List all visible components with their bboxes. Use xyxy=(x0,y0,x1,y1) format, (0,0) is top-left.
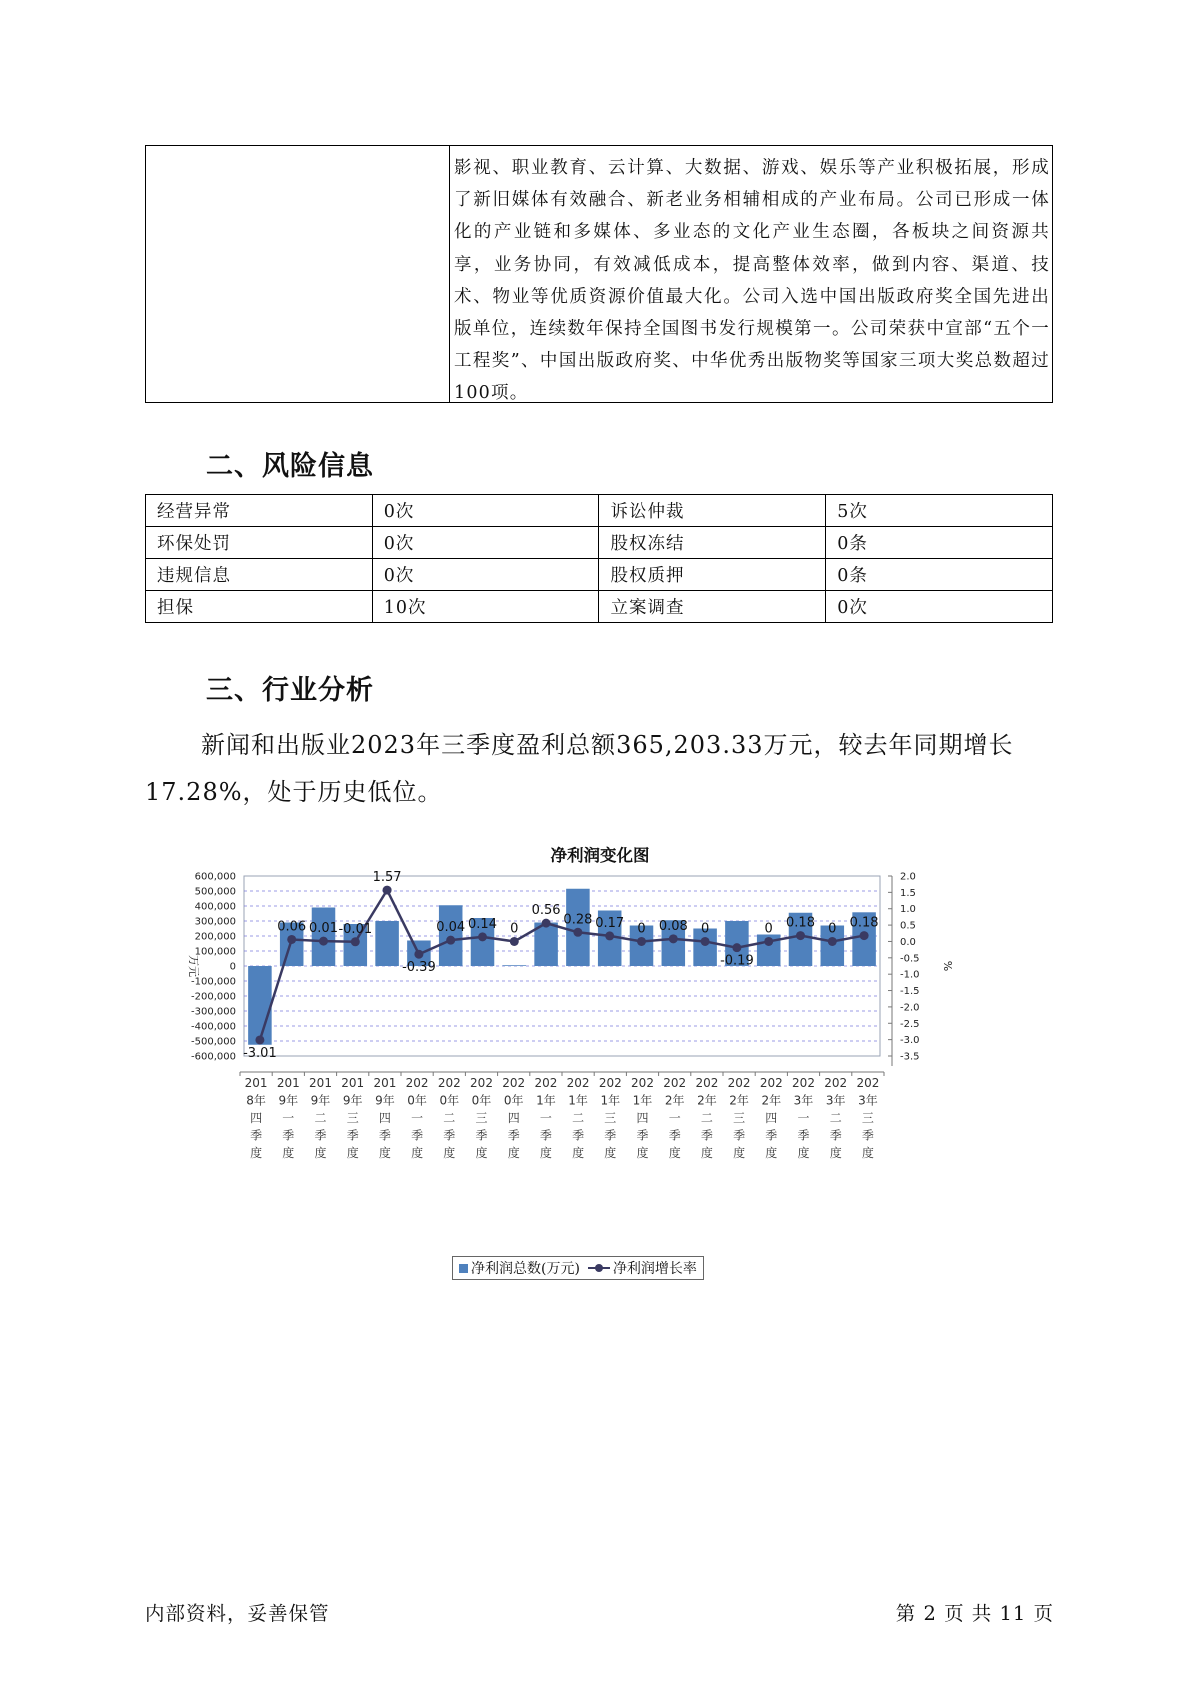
risk-value: 0次 xyxy=(372,527,599,559)
x-tick-label: 三 xyxy=(733,1111,746,1125)
industry-paragraph: 新闻和出版业2023年三季度盈利总额365,203.33万元，较去年同期增长17.28%，处于历史低位。 xyxy=(145,731,1014,806)
x-tick-label: 202 xyxy=(631,1076,654,1090)
x-tick-label: 0年 xyxy=(503,1093,524,1108)
x-tick-label: 201 xyxy=(244,1076,268,1090)
x-tick-label: 0年 xyxy=(439,1093,460,1108)
growth-point xyxy=(732,943,741,952)
y2-tick-label: -1.0 xyxy=(900,969,920,981)
x-tick-label: 季 xyxy=(539,1128,552,1143)
risk-label: 股权质押 xyxy=(599,559,826,591)
risk-label: 立案调查 xyxy=(599,591,826,623)
y-tick-label: -600,000 xyxy=(191,1051,236,1063)
y2-tick-label: -0.5 xyxy=(900,953,920,965)
x-tick-label: 202 xyxy=(470,1076,493,1090)
x-tick-label: 度 xyxy=(475,1146,488,1160)
growth-point xyxy=(764,937,773,946)
legend-item-line xyxy=(588,1258,697,1278)
x-tick-label: 季 xyxy=(668,1128,681,1143)
x-tick-label: 9年 xyxy=(375,1093,395,1108)
y2-axis-title: % xyxy=(941,960,954,972)
x-tick-label: 季 xyxy=(475,1128,488,1143)
growth-point xyxy=(605,931,614,940)
data-label: 0 xyxy=(637,921,646,937)
x-tick-label: 8年 xyxy=(246,1093,266,1108)
data-label: 0 xyxy=(828,921,837,937)
data-label: -0.01 xyxy=(338,921,373,937)
data-label: 0 xyxy=(700,921,710,937)
x-tick-label: 季 xyxy=(604,1128,617,1143)
x-tick-label: 三 xyxy=(475,1111,488,1125)
growth-point xyxy=(542,919,551,928)
risk-label: 担保 xyxy=(146,591,373,623)
table-row xyxy=(146,559,1053,591)
x-tick-label: 四 xyxy=(765,1111,778,1125)
x-tick-label: 季 xyxy=(282,1128,295,1143)
x-tick-label: 1年 xyxy=(536,1093,556,1108)
data-label: 0 xyxy=(510,921,519,937)
x-tick-label: 度 xyxy=(250,1146,263,1160)
risk-value: 0次 xyxy=(372,559,599,591)
data-label: 0.01 xyxy=(309,921,338,937)
footer-confidential-note: 内部资料，妥善保管 xyxy=(145,1602,330,1625)
growth-point xyxy=(828,937,837,946)
x-tick-label: 201 xyxy=(373,1076,397,1090)
x-tick-label: 度 xyxy=(797,1146,810,1160)
data-label: 0 xyxy=(764,921,773,937)
industry-section-heading: 三、行业分析 xyxy=(206,675,374,706)
x-tick-label: 季 xyxy=(700,1128,713,1143)
x-tick-label: 度 xyxy=(604,1146,617,1160)
x-tick-label: 季 xyxy=(443,1128,456,1143)
x-tick-label: 二 xyxy=(314,1111,327,1125)
y-tick-label: 200,000 xyxy=(194,931,236,943)
x-tick-label: 201 xyxy=(341,1076,365,1090)
data-label: 0.14 xyxy=(468,916,497,932)
x-tick-label: 2年 xyxy=(761,1093,782,1108)
x-tick-label: 三 xyxy=(861,1111,874,1125)
y2-tick-label: -3.0 xyxy=(900,1035,920,1047)
y2-tick-label: 0.5 xyxy=(900,920,916,932)
data-label: 0.28 xyxy=(563,912,593,928)
x-tick-label: 一 xyxy=(282,1111,295,1125)
x-tick-label: 季 xyxy=(507,1128,520,1143)
company-intro-text: 影视、职业教育、云计算、大数据、游戏、娱乐等产业积极拓展，形成了新旧媒体有效融合、新老业务相辅相成的产业布局。公司已形成一体化的产业链和多媒体、多业态的文化产业生态圈，各板块之间资源共享，业务协同，有效减低成本，提高整体效率，做到内容、渠道、技术、物业等优质资源价值最大化。公司入选中国出版政府奖全国先进出版单位，连续数年保持全国图书发行规模第一。公司荣获中宣部“五个一工程奖”、中国出版政府奖、中华优秀出版物奖等国家三项大奖总数超过100项。 xyxy=(454,158,1050,404)
legend-line-swatch xyxy=(588,1263,610,1273)
x-tick-label: 202 xyxy=(405,1076,429,1090)
y-tick-label: -200,000 xyxy=(191,991,236,1003)
y-tick-label: -400,000 xyxy=(191,1021,236,1033)
x-tick-label: 度 xyxy=(700,1146,713,1160)
x-tick-label: 季 xyxy=(314,1128,327,1143)
x-tick-label: 2年 xyxy=(664,1093,685,1108)
x-tick-label: 四 xyxy=(378,1111,391,1125)
x-tick-label: 度 xyxy=(314,1146,327,1160)
x-tick-label: 202 xyxy=(663,1076,687,1090)
x-tick-label: 二 xyxy=(700,1111,713,1125)
x-tick-label: 1年 xyxy=(568,1093,588,1108)
x-tick-label: 季 xyxy=(636,1128,649,1143)
growth-point xyxy=(255,1035,264,1044)
data-label: 0.04 xyxy=(436,920,466,936)
growth-point xyxy=(478,932,487,941)
risk-value: 5次 xyxy=(826,495,1053,527)
x-tick-label: 202 xyxy=(727,1076,751,1090)
x-tick-label: 202 xyxy=(566,1076,590,1090)
x-tick-label: 3年 xyxy=(858,1093,878,1108)
y-tick-label: -500,000 xyxy=(191,1036,236,1048)
x-tick-label: 202 xyxy=(534,1076,558,1090)
y-tick-label: 500,000 xyxy=(194,886,236,898)
y2-tick-label: -2.0 xyxy=(900,1002,920,1014)
net-profit-chart xyxy=(170,832,1030,1302)
x-tick-label: 度 xyxy=(572,1146,585,1160)
y2-tick-label: -1.5 xyxy=(900,986,920,998)
y2-tick-label: 2.0 xyxy=(900,871,916,883)
y-tick-label: 600,000 xyxy=(194,871,236,883)
x-tick-label: 9年 xyxy=(310,1093,331,1108)
growth-point xyxy=(860,931,869,940)
x-tick-label: 季 xyxy=(829,1128,842,1143)
x-tick-label: 度 xyxy=(668,1146,681,1160)
x-tick-label: 季 xyxy=(572,1128,585,1143)
x-tick-label: 201 xyxy=(309,1076,332,1090)
legend-line-label: 净利润增长率 xyxy=(612,1261,697,1277)
footer-page-number: 第 2 页 共 11 页 xyxy=(895,1602,1054,1625)
x-tick-label: 度 xyxy=(829,1146,842,1160)
x-tick-label: 二 xyxy=(829,1111,842,1125)
x-tick-label: 度 xyxy=(765,1146,778,1160)
x-tick-label: 度 xyxy=(346,1146,359,1160)
risk-value: 0条 xyxy=(826,527,1053,559)
growth-point xyxy=(510,937,519,946)
x-tick-label: 四 xyxy=(250,1111,263,1125)
growth-point xyxy=(319,937,328,946)
x-tick-label: 3年 xyxy=(825,1093,846,1108)
bar xyxy=(503,965,527,966)
x-tick-label: 四 xyxy=(636,1111,649,1125)
table-row xyxy=(146,527,1053,559)
bar xyxy=(566,889,590,966)
x-tick-label: 9年 xyxy=(278,1093,299,1108)
growth-point xyxy=(351,937,360,946)
y2-tick-label: 1.5 xyxy=(900,887,916,899)
chart-title: 净利润变化图 xyxy=(550,846,650,865)
x-tick-label: 季 xyxy=(733,1128,746,1143)
y-tick-label: -300,000 xyxy=(191,1006,236,1018)
x-tick-label: 202 xyxy=(437,1076,461,1090)
risk-label: 经营异常 xyxy=(146,495,373,527)
x-tick-label: 202 xyxy=(695,1076,719,1090)
y-tick-label: -100,000 xyxy=(191,976,236,988)
data-label: 0.56 xyxy=(531,903,561,919)
growth-point xyxy=(669,934,678,943)
x-tick-label: 202 xyxy=(502,1076,526,1090)
y-tick-label: 400,000 xyxy=(194,901,236,913)
x-tick-label: 度 xyxy=(411,1146,424,1160)
x-tick-label: 度 xyxy=(539,1146,552,1160)
x-tick-label: 季 xyxy=(250,1128,263,1143)
x-tick-label: 度 xyxy=(636,1146,649,1160)
y-axis-title: 万元 xyxy=(187,955,200,977)
y-tick-label: 300,000 xyxy=(194,916,236,928)
x-tick-label: 季 xyxy=(797,1128,810,1143)
x-tick-label: 1年 xyxy=(600,1093,621,1108)
risk-info-table xyxy=(145,494,1053,623)
y-tick-label: 0 xyxy=(229,961,236,973)
y-tick-label: 100,000 xyxy=(194,946,236,958)
risk-label: 诉讼仲裁 xyxy=(599,495,826,527)
company-profile-table xyxy=(145,145,1053,403)
x-tick-label: 度 xyxy=(443,1146,456,1160)
data-label: 0.08 xyxy=(658,918,688,934)
x-tick-label: 1年 xyxy=(632,1093,653,1108)
data-label: -0.19 xyxy=(720,953,754,969)
x-tick-label: 三 xyxy=(346,1111,359,1125)
x-tick-label: 201 xyxy=(276,1076,300,1090)
growth-point xyxy=(287,935,296,944)
data-label: 0.17 xyxy=(595,915,625,931)
x-tick-label: 202 xyxy=(856,1076,880,1090)
risk-value: 0次 xyxy=(826,591,1053,623)
data-label: 0.18 xyxy=(849,915,879,931)
x-tick-label: 202 xyxy=(759,1076,783,1090)
x-tick-label: 度 xyxy=(861,1146,874,1160)
risk-section-heading: 二、风险信息 xyxy=(206,451,374,482)
x-tick-label: 季 xyxy=(765,1128,778,1143)
table-row xyxy=(146,495,1053,527)
x-tick-label: 度 xyxy=(733,1146,746,1160)
x-tick-label: 2年 xyxy=(729,1093,749,1108)
data-label: 0.06 xyxy=(277,919,307,935)
y2-tick-label: -2.5 xyxy=(900,1018,920,1030)
risk-label: 股权冻结 xyxy=(599,527,826,559)
x-tick-label: 202 xyxy=(824,1076,848,1090)
x-tick-label: 二 xyxy=(572,1111,585,1125)
x-tick-label: 季 xyxy=(346,1128,359,1143)
x-tick-label: 季 xyxy=(411,1128,424,1143)
x-tick-label: 0年 xyxy=(407,1093,427,1108)
x-tick-label: 一 xyxy=(797,1111,810,1125)
growth-point xyxy=(637,937,646,946)
x-tick-label: 度 xyxy=(507,1146,520,1160)
risk-value: 10次 xyxy=(372,591,599,623)
growth-point xyxy=(701,937,710,946)
chart-canvas xyxy=(170,832,1030,1252)
risk-label: 环保处罚 xyxy=(146,527,373,559)
bar xyxy=(375,921,399,966)
x-tick-label: 9年 xyxy=(342,1093,363,1108)
risk-label: 违规信息 xyxy=(146,559,373,591)
x-tick-label: 一 xyxy=(539,1111,552,1125)
x-tick-label: 202 xyxy=(598,1076,622,1090)
y2-tick-label: -3.5 xyxy=(900,1051,920,1063)
x-tick-label: 度 xyxy=(282,1146,295,1160)
x-tick-label: 3年 xyxy=(793,1093,814,1108)
risk-value: 0次 xyxy=(372,495,599,527)
data-label: 1.57 xyxy=(372,870,402,886)
data-label: -0.39 xyxy=(402,960,436,976)
y2-tick-label: 1.0 xyxy=(900,904,916,916)
legend-bar-swatch xyxy=(459,1264,468,1273)
x-tick-label: 季 xyxy=(378,1128,391,1143)
growth-point xyxy=(573,928,582,937)
growth-point xyxy=(383,886,392,895)
bar xyxy=(248,966,272,1045)
y2-tick-label: 0.0 xyxy=(900,936,916,948)
table-row xyxy=(146,591,1053,623)
x-tick-label: 二 xyxy=(443,1111,456,1125)
growth-point xyxy=(414,950,423,959)
x-tick-label: 季 xyxy=(861,1128,874,1143)
data-label: -3.01 xyxy=(243,1045,277,1061)
bar xyxy=(439,905,463,966)
x-tick-label: 三 xyxy=(604,1111,617,1125)
legend-bar-label: 净利润总数(万元) xyxy=(471,1261,580,1277)
data-label: 0.18 xyxy=(786,915,815,931)
risk-value: 0条 xyxy=(826,559,1053,591)
x-tick-label: 一 xyxy=(411,1111,424,1125)
x-tick-label: 0年 xyxy=(471,1093,492,1108)
legend-item-bar xyxy=(459,1258,580,1278)
x-tick-label: 202 xyxy=(792,1076,815,1090)
table-label-cell xyxy=(146,146,450,402)
x-tick-label: 度 xyxy=(378,1146,391,1160)
growth-point xyxy=(796,931,805,940)
x-tick-label: 一 xyxy=(668,1111,681,1125)
growth-point xyxy=(446,936,455,945)
x-tick-label: 2年 xyxy=(697,1093,717,1108)
x-tick-label: 四 xyxy=(507,1111,520,1125)
chart-legend xyxy=(452,1256,704,1280)
